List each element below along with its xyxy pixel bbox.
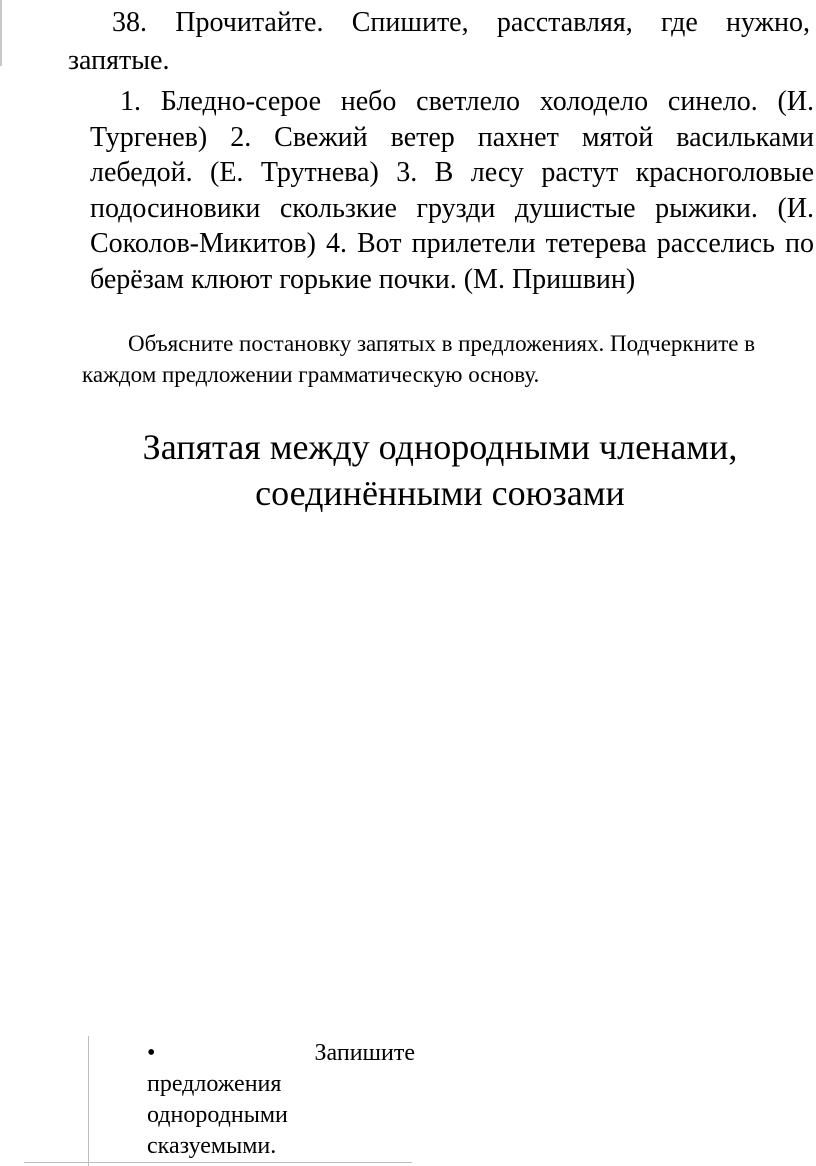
exercise-sentences: 1. Бледно-серое небо светлело холодело синело. (И. Тургенев) 2. Свежий ветер пахнет мятой васильками лебедой. (Е. Трутнева) 3. В лесу растут красноголовые подосиновики скользкие грузди душистые рыжики. (И. Соколов-Микитов) 4. Вот прилетели тетерева расселись по берёзам клюют горькие почки. (М. Пришвин)	[90, 86, 814, 295]
callout-first-line	[147, 1038, 415, 1069]
left-margin-rule	[0, 0, 2, 66]
callout-bottom-rule	[24, 1162, 412, 1163]
section-title-line-2: соединёнными союзами	[255, 473, 625, 513]
callout-line-2: предложения	[147, 1071, 282, 1097]
callout-first-word: Запишите	[314, 1040, 415, 1066]
task-instruction: Объясните постановку запятых в предложениях. Подчеркните в каждом предложении грамматическую основу.	[82, 331, 756, 387]
section-title-line-1: Запятая между однородными членами,	[142, 427, 738, 467]
callout-line-4: сказуемыми.	[147, 1133, 277, 1159]
section-title	[70, 424, 810, 516]
callout-text	[147, 1038, 415, 1162]
callout-line-3: однородными	[147, 1102, 288, 1128]
assignment-callout	[88, 1036, 419, 1166]
task-heading: 38. Прочитайте. Спишите, расставляя, где нужно, запятые.	[68, 7, 810, 76]
bullet-icon: •	[147, 1040, 156, 1066]
